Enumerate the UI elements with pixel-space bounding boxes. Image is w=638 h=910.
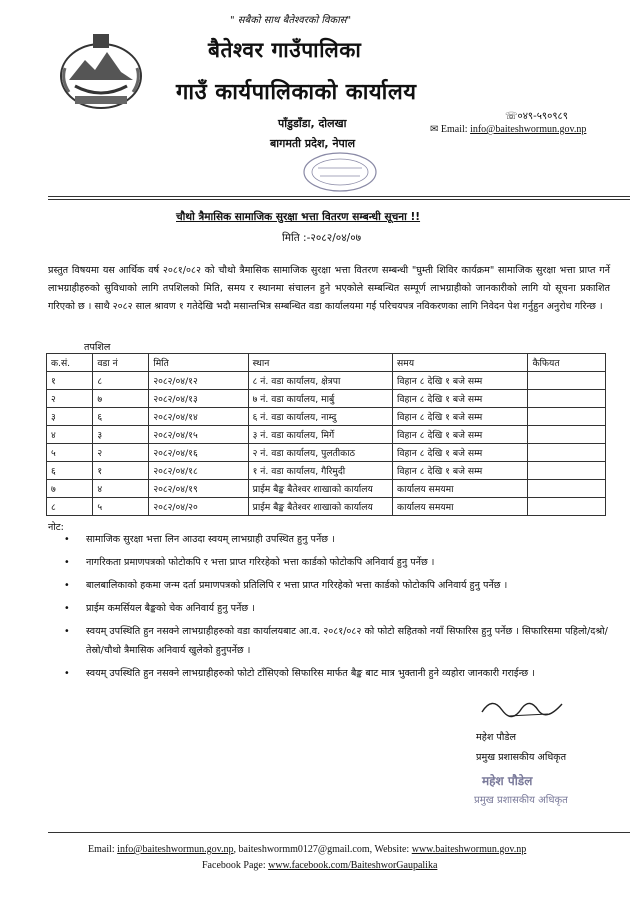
column-header-time: समय: [393, 354, 528, 372]
cell-ward: ७: [93, 390, 149, 408]
notice-title: चौथो त्रैमासिक सामाजिक सुरक्षा भत्ता वितरण सम्बन्धी सूचना !!: [176, 211, 421, 223]
footer-email-link-1[interactable]: info@baiteshwormun.gov.np: [117, 844, 234, 855]
cell-remarks: [528, 408, 606, 426]
footer-website-label: Website:: [374, 844, 410, 855]
note-text: नागरिकता प्रमाणपत्रको फोटोकपि र भत्ता प्राप्त गरिरहेको भत्ता कार्डको फोटोकपि अनिवार्य हुनु पर्नेछ ।: [86, 557, 435, 568]
cell-ward: ५: [93, 498, 149, 516]
cell-serial: ५: [47, 444, 93, 462]
bullet-icon: •: [64, 580, 70, 591]
bullet-icon: •: [64, 626, 70, 637]
note-text: स्वयम् उपस्थिति हुन नसक्ने लाभग्राहीहरुको वडा कार्यालयबाट आ.व. २०८१/०८२ को फोटो सहितको नयाँ सिफारिस हुनु पर्नेछ । सिफारिसमा पहिलो/दश्रो/तेस्रो/चौथो त्रैमासिक अनिवार्य खुलेको हुनुपर्नेछ ।: [86, 626, 608, 656]
cell-location: प्राईम बैङ्क बैतेश्वर शाखाको कार्यालय: [248, 498, 392, 516]
cell-location: ८ नं. वडा कार्यालय, क्षेत्रपा: [248, 372, 392, 390]
column-header-location: स्थान: [248, 354, 392, 372]
cell-location: ३ नं. वडा कार्यालय, मिर्गे: [248, 426, 392, 444]
table-row: [47, 372, 606, 390]
footer-facebook-link[interactable]: www.facebook.com/BaiteshworGaupalika: [268, 860, 438, 871]
signatory-role: प्रमुख प्रशासकीय अधिकृत: [476, 752, 567, 763]
stamp-role: प्रमुख प्रशासकीय अधिकृत: [474, 795, 568, 806]
stamp-name: महेश पौडेल: [482, 774, 533, 788]
table-header-row: [47, 354, 606, 372]
cell-serial: ४: [47, 426, 93, 444]
cell-date: २०८२/०४/१३: [149, 390, 248, 408]
note-item: [60, 530, 620, 549]
footer-facebook-label: Facebook Page:: [202, 860, 266, 871]
column-header-ward: वडा नं: [93, 354, 149, 372]
footer-email-2: baiteshwormm0127@gmail.com: [238, 844, 370, 855]
cell-serial: १: [47, 372, 93, 390]
cell-date: २०८२/०४/१८: [149, 462, 248, 480]
cell-ward: ६: [93, 408, 149, 426]
cell-ward: ८: [93, 372, 149, 390]
table-row: [47, 480, 606, 498]
note-item: [60, 576, 620, 595]
table-row: [47, 462, 606, 480]
cell-location: प्राईम बैङ्क बैतेश्वर शाखाको कार्यालय: [248, 480, 392, 498]
cell-remarks: [528, 480, 606, 498]
cell-time: विहान ८ देखि १ बजे सम्म: [393, 462, 528, 480]
table-row: [47, 390, 606, 408]
cell-serial: २: [47, 390, 93, 408]
cell-date: २०८२/०४/१२: [149, 372, 248, 390]
address-line-1: पाँडुडाँडा, दोलखा: [278, 117, 347, 130]
cell-remarks: [528, 444, 606, 462]
cell-ward: ४: [93, 480, 149, 498]
notes-list: [60, 530, 620, 687]
slogan: " सबैको साथ बैतेश्वरको विकास": [230, 15, 352, 26]
cell-remarks: [528, 462, 606, 480]
footer-contact: Email: info@baiteshwormun.gov.np, baiteshwormm0127@gmail.com, Website: www.baiteshwormun.gov.np: [88, 844, 527, 855]
cell-time: विहान ८ देखि १ बजे सम्म: [393, 444, 528, 462]
footer-website-link[interactable]: www.baiteshwormun.gov.np: [411, 844, 527, 855]
municipality-name: बैतेश्वर गाउँपालिका: [208, 38, 362, 62]
schedule-label: तपशिल: [84, 342, 111, 353]
column-header-date: मिति: [149, 354, 248, 372]
cell-serial: ८: [47, 498, 93, 516]
signatory-name: महेश पौडेल: [476, 732, 516, 743]
header-email-link[interactable]: info@baiteshwormun.gov.np: [470, 124, 587, 135]
cell-time: कार्यालय समयमा: [393, 498, 528, 516]
cell-location: १ नं. वडा कार्यालय, गैरिमुदी: [248, 462, 392, 480]
cell-ward: ३: [93, 426, 149, 444]
note-text: बालबालिकाको हकमा जन्म दर्ता प्रमाणपत्रको प्रतिलिपि र भत्ता प्राप्त गरिरहेको भत्ता कार्डको फोटोकपि अनिवार्य हुनु पर्नेछ ।: [86, 580, 508, 591]
notice-date: मिति :-२०८२/०४/०७: [282, 232, 362, 244]
header-divider: [48, 196, 630, 197]
phone-number: ☏०४९-५९०९८९: [505, 111, 568, 122]
cell-date: २०८२/०४/१५: [149, 426, 248, 444]
footer-facebook: [202, 860, 437, 871]
cell-location: ७ नं. वडा कार्यालय, मार्बु: [248, 390, 392, 408]
bullet-icon: •: [64, 557, 70, 568]
address-line-2: बागमती प्रदेश, नेपाल: [270, 137, 356, 150]
cell-time: विहान ८ देखि १ बजे सम्म: [393, 426, 528, 444]
signature-icon: [478, 692, 568, 722]
nepal-emblem-icon: [55, 30, 147, 112]
cell-remarks: [528, 390, 606, 408]
cell-ward: १: [93, 462, 149, 480]
table-row: [47, 426, 606, 444]
table-row: [47, 408, 606, 426]
header-divider-2: [48, 199, 630, 200]
cell-ward: २: [93, 444, 149, 462]
office-stamp-icon: [300, 150, 380, 194]
note-item: [60, 622, 620, 660]
cell-serial: ७: [47, 480, 93, 498]
header-email-label: Email:: [440, 124, 468, 135]
cell-time: विहान ८ देखि १ बजे सम्म: [393, 390, 528, 408]
cell-date: २०८२/०४/२०: [149, 498, 248, 516]
schedule-table: [46, 353, 606, 516]
notice-paragraph: प्रस्तुत विषयमा यस आर्थिक वर्ष २०८१/०८२ को चौथो त्रैमासिक सामाजिक सुरक्षा भत्ता वितरण सम्बन्धी "घुम्ती शिविर कार्यक्रम" सामाजिक सुरक्षा भत्ता प्राप्त गर्ने लाभग्राहीहरुको सुविधाको लागि तपशिलको मिति, समय र स्थानमा संचालन हुने भएकोले सम्बन्धित सम्पूर्ण लाभग्राहीको जानकारीको लागि यो सूचना प्रकाशित गरिएको छ । साथै २०८२ साल श्रावण १ गतेदेखि भदौ मसान्तभित्र सम्बन्धित वडा कार्यालयमा गई परिचयपत्र नविकरणका लागि निवेदन पेश गर्नुहुन अनुरोध गरिन्छ ।: [48, 265, 610, 312]
notes-label: नोट:: [48, 522, 64, 533]
bullet-icon: •: [64, 534, 70, 545]
cell-remarks: [528, 426, 606, 444]
cell-time: कार्यालय समयमा: [393, 480, 528, 498]
column-header-serial: क.सं.: [47, 354, 93, 372]
column-header-remarks: कैफियत: [528, 354, 606, 372]
cell-location: २ नं. वडा कार्यालय, पुलतीकाठ: [248, 444, 392, 462]
table-row: [47, 444, 606, 462]
bullet-icon: •: [64, 668, 70, 679]
table-row: [47, 498, 606, 516]
cell-serial: ३: [47, 408, 93, 426]
cell-remarks: [528, 372, 606, 390]
cell-date: २०८२/०४/१९: [149, 480, 248, 498]
office-name: गाउँ कार्यपालिकाको कार्यालय: [176, 80, 417, 105]
note-item: [60, 664, 620, 683]
bullet-icon: •: [64, 603, 70, 614]
cell-time: विहान ८ देखि १ बजे सम्म: [393, 372, 528, 390]
cell-date: २०८२/०४/१४: [149, 408, 248, 426]
note-text: सामाजिक सुरक्षा भत्ता लिन आउदा स्वयम् लाभग्राही उपस्थित हुनु पर्नेछ ।: [86, 534, 335, 545]
note-text: स्वयम् उपस्थिति हुन नसक्ने लाभग्राहीहरुको फोटो टाँसिएको सिफारिस मार्फत बैङ्क बाट मात्र भुक्तानी हुने व्यहोरा जानकारी गराईन्छ ।: [86, 668, 535, 679]
note-item: [60, 553, 620, 572]
footer-email-label: Email:: [88, 844, 115, 855]
note-item: [60, 599, 620, 618]
header-email: [430, 124, 586, 135]
cell-remarks: [528, 498, 606, 516]
cell-serial: ६: [47, 462, 93, 480]
envelope-icon: ✉: [430, 124, 439, 135]
cell-date: २०८२/०४/१६: [149, 444, 248, 462]
note-text: प्राईम कमर्सियल बैङ्कको चेक अनिवार्य हुनु पर्नेछ ।: [86, 603, 255, 614]
cell-location: ६ नं. वडा कार्यालय, नाम्दु: [248, 408, 392, 426]
cell-time: विहान ८ देखि १ बजे सम्म: [393, 408, 528, 426]
footer-divider: [48, 832, 630, 833]
